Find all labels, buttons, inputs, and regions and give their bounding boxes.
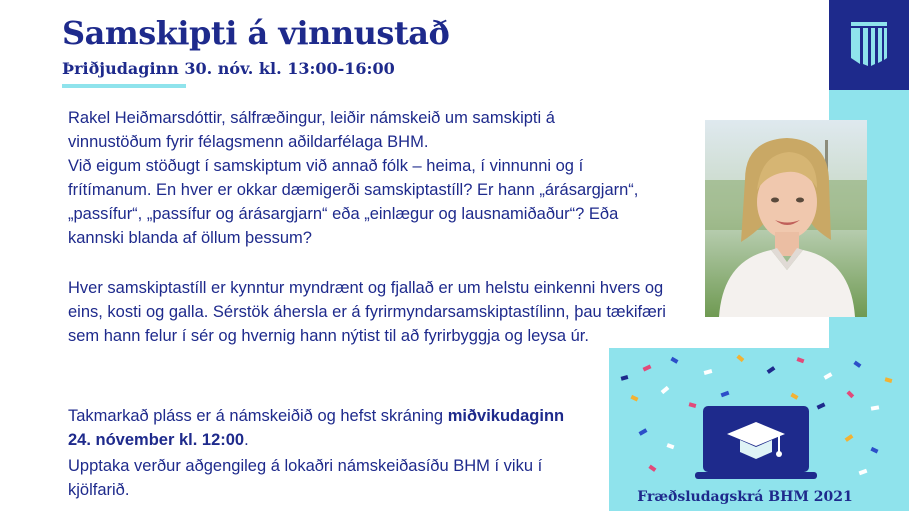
course-program-panel: [609, 348, 909, 511]
style-paragraph: Hver samskiptastíll er kynntur myndrænt og fjallað er um helstu einkenni hvers og eins, kosti og galla. Sérstök áhersla er á fyrirmyndarsamskiptastílinn, þau tækifæri sem hann felur í sér og hvernig hann nýtist til að fyrirbyggja og leysa úr.: [68, 279, 666, 345]
page-title: Samskipti á vinnustað: [62, 14, 450, 52]
title-underline: [62, 84, 186, 88]
laptop-graduation-cap-icon: [609, 348, 909, 511]
registration-text: Takmarkað pláss er á námskeiðið og hefst skráning: [68, 407, 444, 425]
intro-paragraph: Rakel Heiðmarsdóttir, sálfræðingur, leiðir námskeið um samskipti á vinnustöðum fyrir félagsmenn aðildarfélaga BHM.: [68, 109, 555, 151]
registration-paragraph: [68, 404, 588, 452]
program-label: Fræðsludagskrá BHM 2021: [637, 489, 853, 505]
registration-date: miðvikudaginn 24. nóvember kl. 12:00: [68, 407, 565, 449]
bhm-logo-icon: [829, 0, 909, 90]
instructor-photo: [705, 120, 867, 317]
event-date: Þriðjudaginn 30. nóv. kl. 13:00-16:00: [62, 59, 395, 78]
registration-end: .: [244, 431, 249, 449]
bhm-logo: [829, 0, 909, 90]
recording-paragraph: Upptaka verður aðgengileg á lokaðri námskeiðasíðu BHM í viku í kjölfarið.: [68, 457, 543, 499]
description-paragraph: Við eigum stöðugt í samskiptum við annað fólk – heima, í vinnunni og í frítímanum. En hver er okkar dæmigerði samskiptastíll? Er hann „árásargjarn“, „passífur“, „passífur og árásargjarn“ eða „einlægur og lausnamiðaður“? Eða kannski blanda af öllum þessum?: [68, 157, 639, 247]
